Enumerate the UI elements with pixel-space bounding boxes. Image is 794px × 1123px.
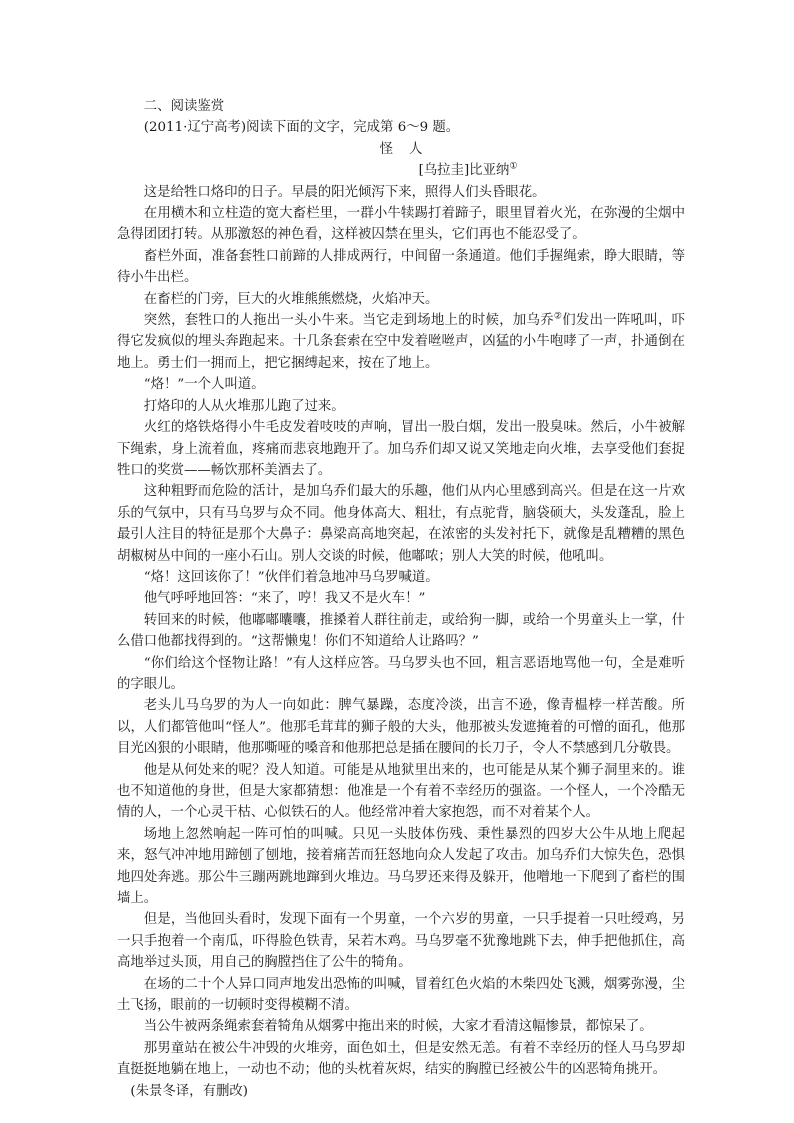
- paragraph-16: 场地上忽然响起一阵可怕的叫喊。只见一头肢体伤残、秉性暴烈的四岁大公牛从地上爬起来，怒气冲冲地用蹄刨了刨地，接着痛苦而狂怒地向众人发起了攻击。加乌乔们大惊失色，恐惧地四处奔逃。那公牛三蹦两跳地蹿到火堆边。马乌罗还来得及躲开，他噌地一下爬到了畜栏的围墙上。: [117, 826, 685, 907]
- paragraph-15: 他是从何处来的呢？没人知道。可能是从地狱里出来的，也可能是从某个狮子洞里来的。谁也不知道他的身世，但是大家都猜想：他准是一个有着不幸经历的强盗。一个怪人，一个冷酷无情的人，一个心灵干枯、心似铁石的人。他经常冲着大家抱怨，而不对着某个人。: [117, 762, 685, 821]
- paragraph-8: 火红的烙铁烙得小牛毛皮发着吱吱的声响，冒出一股白烟，发出一股臭味。然后，小牛被解下绳索，身上流着血，疼痛而悲哀地跑开了。加乌乔们却又说又笑地走向火堆，去享受他们套捉牲口的奖赏——畅饮那杯美酒去了。: [117, 420, 685, 478]
- question-instruction: (2011·辽宁高考)阅读下面的文字，完成第 6～9 题。: [143, 120, 460, 136]
- paragraph-7: 打烙印的人从火堆那儿跑了过来。: [143, 398, 345, 414]
- paragraph-1: 这是给牲口烙印的日子。早晨的阳光倾泻下来，照得人们头昏眼花。: [143, 184, 546, 200]
- paragraph-17: 但是，当他回头看时，发现下面有一个男童，一个六岁的男童，一只手提着一只吐绶鸡，另一只手抱着一个南瓜，吓得脸色铁青，呆若木鸡。马乌罗毫不犹豫地跳下去，伸手把他抓住，高高地举过头顶，用自己的胸膛挡住了公牛的犄角。: [117, 912, 685, 971]
- paragraph-3: 畜栏外面，准备套牲口前蹄的人排成两行，中间留一条通道。他们手握绳索，睁大眼睛，等待小牛出栏。: [117, 248, 685, 286]
- paragraph-5-start: 突然，套牲口的人拖出一头小牛来。当它走到场地上的时候，加乌乔: [143, 313, 554, 329]
- author-name: [乌拉圭]比亚纳: [418, 163, 510, 179]
- translator-note: (朱景冬译，有删改): [130, 1083, 248, 1099]
- paragraph-5-footnote-mark: ②: [553, 311, 563, 322]
- paragraph-18: 在场的二十个人异口同声地发出恐怖的叫喊，冒着红色火焰的木柴四处飞溅，烟雾弥漫，尘土飞扬，眼前的一切顿时变得模糊不清。: [117, 976, 685, 1014]
- paragraph-12: 转回来的时候，他嘟嘟囔囔，推搡着人群往前走，或给狗一脚，或给一个男童头上一掌，什么借口他都找得到的。“这帮懒鬼！你们不知道给人让路吗？”: [117, 612, 685, 650]
- story-title: 怪人: [379, 141, 439, 157]
- paragraph-2: 在用横木和立柱造的宽大畜栏里，一群小牛犊踢打着蹄子，眼里冒着火光，在弥漫的尘烟中急得团团打转。从那激怒的神色看，这样被囚禁在里头，它们再也不能忍受了。: [117, 206, 685, 243]
- paragraph-5: [117, 310, 685, 374]
- paragraph-11: 他气呼呼地回答：“来了，哼！我又不是火车！”: [143, 591, 426, 607]
- paragraph-19: 当公牛被两条绳索套着犄角从烟雾中拖出来的时候，大家才看清这幅惨景，都惊呆了。: [143, 1019, 653, 1035]
- paragraph-9: 这种粗野而危险的活计，是加乌乔们最大的乐趣，他们从内心里感到高兴。但是在这一片欢乐的气氛中，只有马乌罗与众不同。他身体高大、粗壮，有点驼背，脑袋硕大，头发蓬乱，脸上最引人注目的特征是那个大鼻子：鼻梁高高地突起，在浓密的头发衬托下，就像是乱糟糟的黑色胡椒树丛中间的一座小石山。别人交谈的时候，他嘟哝；别人大笑的时候，他吼叫。: [117, 484, 685, 564]
- author-footnote-mark: ①: [509, 161, 518, 172]
- paragraph-5-rest: 们发出一阵吼叫，吓得它发疯似的埋头奔跑起来。十几条套索在空中发着咝咝声，凶猛的小牛咆哮了一声，扑通倒在地上。勇士们一拥而上，把它捆缚起来，按在了地上。: [117, 313, 685, 371]
- paragraph-20: 那男童站在被公牛冲毁的火堆旁，面色如土，但是安然无恙。有着不幸经历的怪人马乌罗却直挺挺地躺在地上，一动也不动；他的头枕着灰烬，结实的胸膛已经被公牛的凶恶犄角挑开。: [117, 1040, 685, 1078]
- paragraph-4: 在畜栏的门旁，巨大的火堆熊熊燃烧，火焰冲天。: [143, 291, 439, 307]
- paragraph-10: “烙！这回该你了！”伙伴们着急地冲马乌罗喊道。: [143, 569, 439, 585]
- paragraph-13: “你们给这个怪物让路！”有人这样应答。马乌罗头也不回，粗言恶语地骂他一句，全是难听的字眼儿。: [117, 655, 685, 692]
- section-heading: 二、阅读鉴赏: [143, 99, 225, 114]
- paragraph-14: 老头儿马乌罗的为人一向如此：脾气暴躁，态度冷淡，出言不逊，像青榅桲一样苦酸。所以，人们都管他叫“怪人”。他那毛茸茸的狮子般的大头，他那被头发遮掩着的可憎的面孔，他那目光凶狠的小眼睛，他那嘶哑的嗓音和他那把总是插在腰间的长刀子，令人不禁感到几分敬畏。: [117, 698, 685, 757]
- paragraph-6: “烙！”一个人叫道。: [143, 377, 265, 393]
- document-page: [117, 96, 685, 1102]
- story-author: [117, 160, 685, 181]
